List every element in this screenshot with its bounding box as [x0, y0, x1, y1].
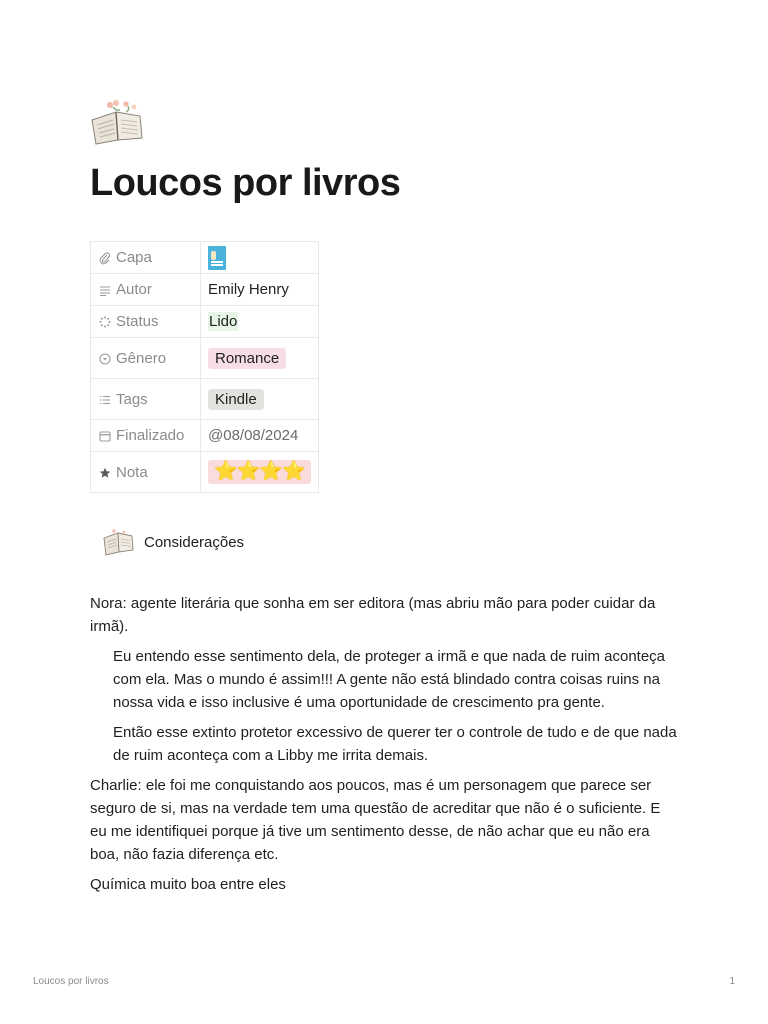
property-key-label: Capa: [116, 249, 152, 266]
open-book-with-flowers-icon: [88, 98, 148, 146]
property-key-label: Nota: [116, 463, 148, 481]
property-key-capa[interactable]: [91, 242, 201, 274]
property-key-status[interactable]: [91, 306, 201, 338]
text-lines-icon: [98, 285, 112, 296]
paperclip-icon: [98, 252, 112, 265]
property-value-tags[interactable]: [201, 379, 319, 420]
property-row-nota: [91, 452, 319, 493]
property-value-finalizado[interactable]: [201, 420, 319, 452]
property-row-genero: [91, 338, 319, 379]
property-value-autor[interactable]: [201, 274, 319, 306]
open-book-icon: [102, 528, 136, 556]
tag-chip: Kindle: [208, 389, 264, 410]
paragraph-charlie: Charlie: ele foi me conquistando aos poucos, mas é um personagem que parece ser seguro de si, mas na verdade tem uma questão de acreditar que não é o suficiente. E eu me identifiquei porque já tive um sentimento desse, de não achar que eu não era boa, não fazia diferença etc.: [90, 777, 661, 863]
property-value-capa[interactable]: [201, 242, 319, 274]
paragraph-indented: Então esse extinto protetor excessivo de querer ter o controle de tudo e de que nada de ruim aconteça com a Libby me irrita demais.: [113, 724, 677, 764]
property-key-label: Tags: [116, 390, 148, 408]
author-value: Emily Henry: [208, 281, 289, 298]
genre-tag: Romance: [208, 348, 286, 369]
page-content: [90, 592, 680, 903]
finished-date: @08/08/2024: [208, 427, 299, 444]
select-circle-icon: [98, 353, 112, 365]
calendar-icon: [98, 430, 112, 442]
property-row-autor: [91, 274, 319, 306]
page-number: 1: [729, 976, 735, 987]
rating-stars: ⭐⭐⭐⭐: [208, 460, 311, 484]
property-value-genero[interactable]: [201, 338, 319, 379]
property-key-label: Gênero: [116, 349, 167, 367]
page-title: Loucos por livros: [90, 162, 401, 204]
property-key-finalizado[interactable]: [91, 420, 201, 452]
property-key-autor[interactable]: [91, 274, 201, 306]
footer-title: Loucos por livros: [33, 976, 109, 987]
property-value-status[interactable]: [201, 306, 319, 338]
property-key-nota[interactable]: [91, 452, 201, 493]
property-key-tags[interactable]: [91, 379, 201, 420]
paragraph-nora: Nora: agente literária que sonha em ser editora (mas abriu mão para poder cuidar da irmã).: [90, 595, 656, 635]
paragraph-quimica: Química muito boa entre eles: [90, 876, 286, 893]
property-row-finalizado: [91, 420, 319, 452]
list-icon: [98, 395, 112, 405]
paragraph-indented: Eu entendo esse sentimento dela, de proteger a irmã e que nada de ruim aconteça com ela. Mas o mundo é assim!!! A gente não está blindado contra coisas ruins na nossa vida e isso inclusive é uma oportunidade de crescimento pra gente.: [113, 648, 666, 711]
property-key-label: Autor: [116, 281, 152, 298]
properties-table: [90, 241, 319, 493]
property-row-status: [91, 306, 319, 338]
property-row-tags: [91, 379, 319, 420]
callout-consideracoes[interactable]: [102, 528, 244, 556]
property-row-capa: [91, 242, 319, 274]
property-key-label: Status: [116, 313, 159, 330]
status-spinner-icon: [98, 316, 112, 328]
book-cover-thumbnail[interactable]: [208, 246, 226, 270]
star-icon: [98, 467, 112, 479]
property-key-label: Finalizado: [116, 427, 185, 444]
property-value-nota[interactable]: [201, 452, 319, 493]
status-badge: Lido: [209, 313, 238, 330]
callout-text: Considerações: [144, 533, 245, 551]
property-key-genero[interactable]: [91, 338, 201, 379]
